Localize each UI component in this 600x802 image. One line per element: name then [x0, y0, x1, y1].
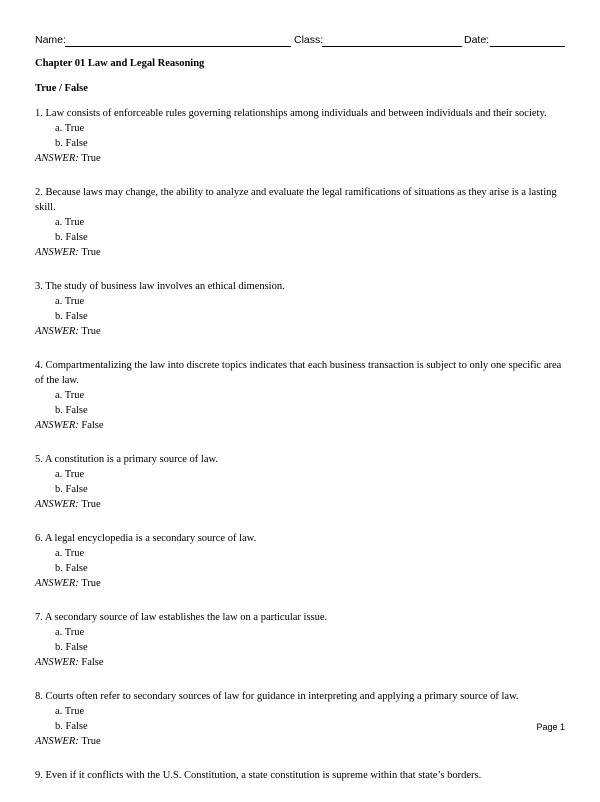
date-blank-line[interactable]	[490, 46, 565, 47]
answer-label: ANSWER:	[35, 420, 79, 431]
question-item	[35, 358, 565, 433]
question-item	[35, 689, 565, 749]
answer-option: a. True	[55, 390, 85, 401]
answer-option: b. False	[55, 405, 88, 416]
answer-option: a. True	[55, 627, 85, 638]
question-text: 4. Compartmentalizing the law into discrete topics indicates that each business transaction is subject to only one specific area of the law.	[35, 360, 562, 386]
answer-value: True	[81, 578, 101, 589]
question-item	[35, 185, 565, 260]
question-text: 9. Even if it conflicts with the U.S. Constitution, a state constitution is supreme within that state’s borders.	[35, 770, 482, 781]
question-text: 6. A legal encyclopedia is a secondary source of law.	[35, 533, 257, 544]
question-item	[35, 610, 565, 670]
answer-value: True	[81, 326, 101, 337]
answer-option: a. True	[55, 217, 85, 228]
document-body	[35, 56, 565, 802]
answer-option: a. True	[55, 296, 85, 307]
answer-line	[35, 151, 565, 166]
answer-value: False	[81, 657, 104, 668]
answer-option: b. False	[55, 642, 88, 653]
date-label: Date:	[464, 34, 490, 46]
answer-option: b. False	[55, 721, 88, 732]
answer-line	[35, 418, 565, 433]
answer-value: True	[81, 499, 101, 510]
answer-value: False	[81, 420, 104, 431]
answer-option: b. False	[55, 311, 88, 322]
answer-line	[35, 245, 565, 260]
answer-value: True	[81, 736, 101, 747]
class-label: Class:	[294, 34, 324, 46]
answer-option: b. False	[55, 138, 88, 149]
answer-option: a. True	[55, 706, 85, 717]
answer-value: True	[81, 247, 101, 258]
question-text: 2. Because laws may change, the ability to analyze and evaluate the legal ramifications of situations as they arise is a lasting skill.	[35, 187, 557, 213]
answer-option: b. False	[55, 232, 88, 243]
question-item	[35, 531, 565, 591]
question-item	[35, 279, 565, 339]
answer-label: ANSWER:	[35, 247, 79, 258]
name-label: Name:	[35, 34, 66, 46]
chapter-title: Chapter 01 Law and Legal Reasoning	[35, 58, 205, 69]
name-blank-line[interactable]	[65, 46, 291, 47]
class-blank-line[interactable]	[322, 46, 462, 47]
answer-line	[35, 576, 565, 591]
question-text: 8. Courts often refer to secondary sources of law for guidance in interpreting and applying a primary source of law.	[35, 691, 519, 702]
section-title: True / False	[35, 83, 88, 94]
question-text: 5. A constitution is a primary source of law.	[35, 454, 219, 465]
answer-line	[35, 734, 565, 749]
answer-label: ANSWER:	[35, 578, 79, 589]
question-text: 3. The study of business law involves an ethical dimension.	[35, 281, 285, 292]
answer-option: a. True	[55, 123, 85, 134]
question-list	[35, 106, 565, 783]
student-info-header	[35, 34, 565, 50]
question-text: 1. Law consists of enforceable rules governing relationships among individuals and between individuals and their society.	[35, 108, 547, 119]
question-item	[35, 106, 565, 166]
answer-option: b. False	[55, 484, 88, 495]
answer-label: ANSWER:	[35, 657, 79, 668]
answer-label: ANSWER:	[35, 326, 79, 337]
answer-line	[35, 497, 565, 512]
answer-label: ANSWER:	[35, 153, 79, 164]
answer-option: a. True	[55, 548, 85, 559]
answer-label: ANSWER:	[35, 736, 79, 747]
question-item	[35, 452, 565, 512]
answer-option: a. True	[55, 469, 85, 480]
answer-option: b. False	[55, 563, 88, 574]
question-text: 7. A secondary source of law establishes the law on a particular issue.	[35, 612, 328, 623]
answer-label: ANSWER:	[35, 499, 79, 510]
answer-line	[35, 655, 565, 670]
answer-value: True	[81, 153, 101, 164]
page-number: Page 1	[536, 722, 565, 732]
answer-line	[35, 324, 565, 339]
